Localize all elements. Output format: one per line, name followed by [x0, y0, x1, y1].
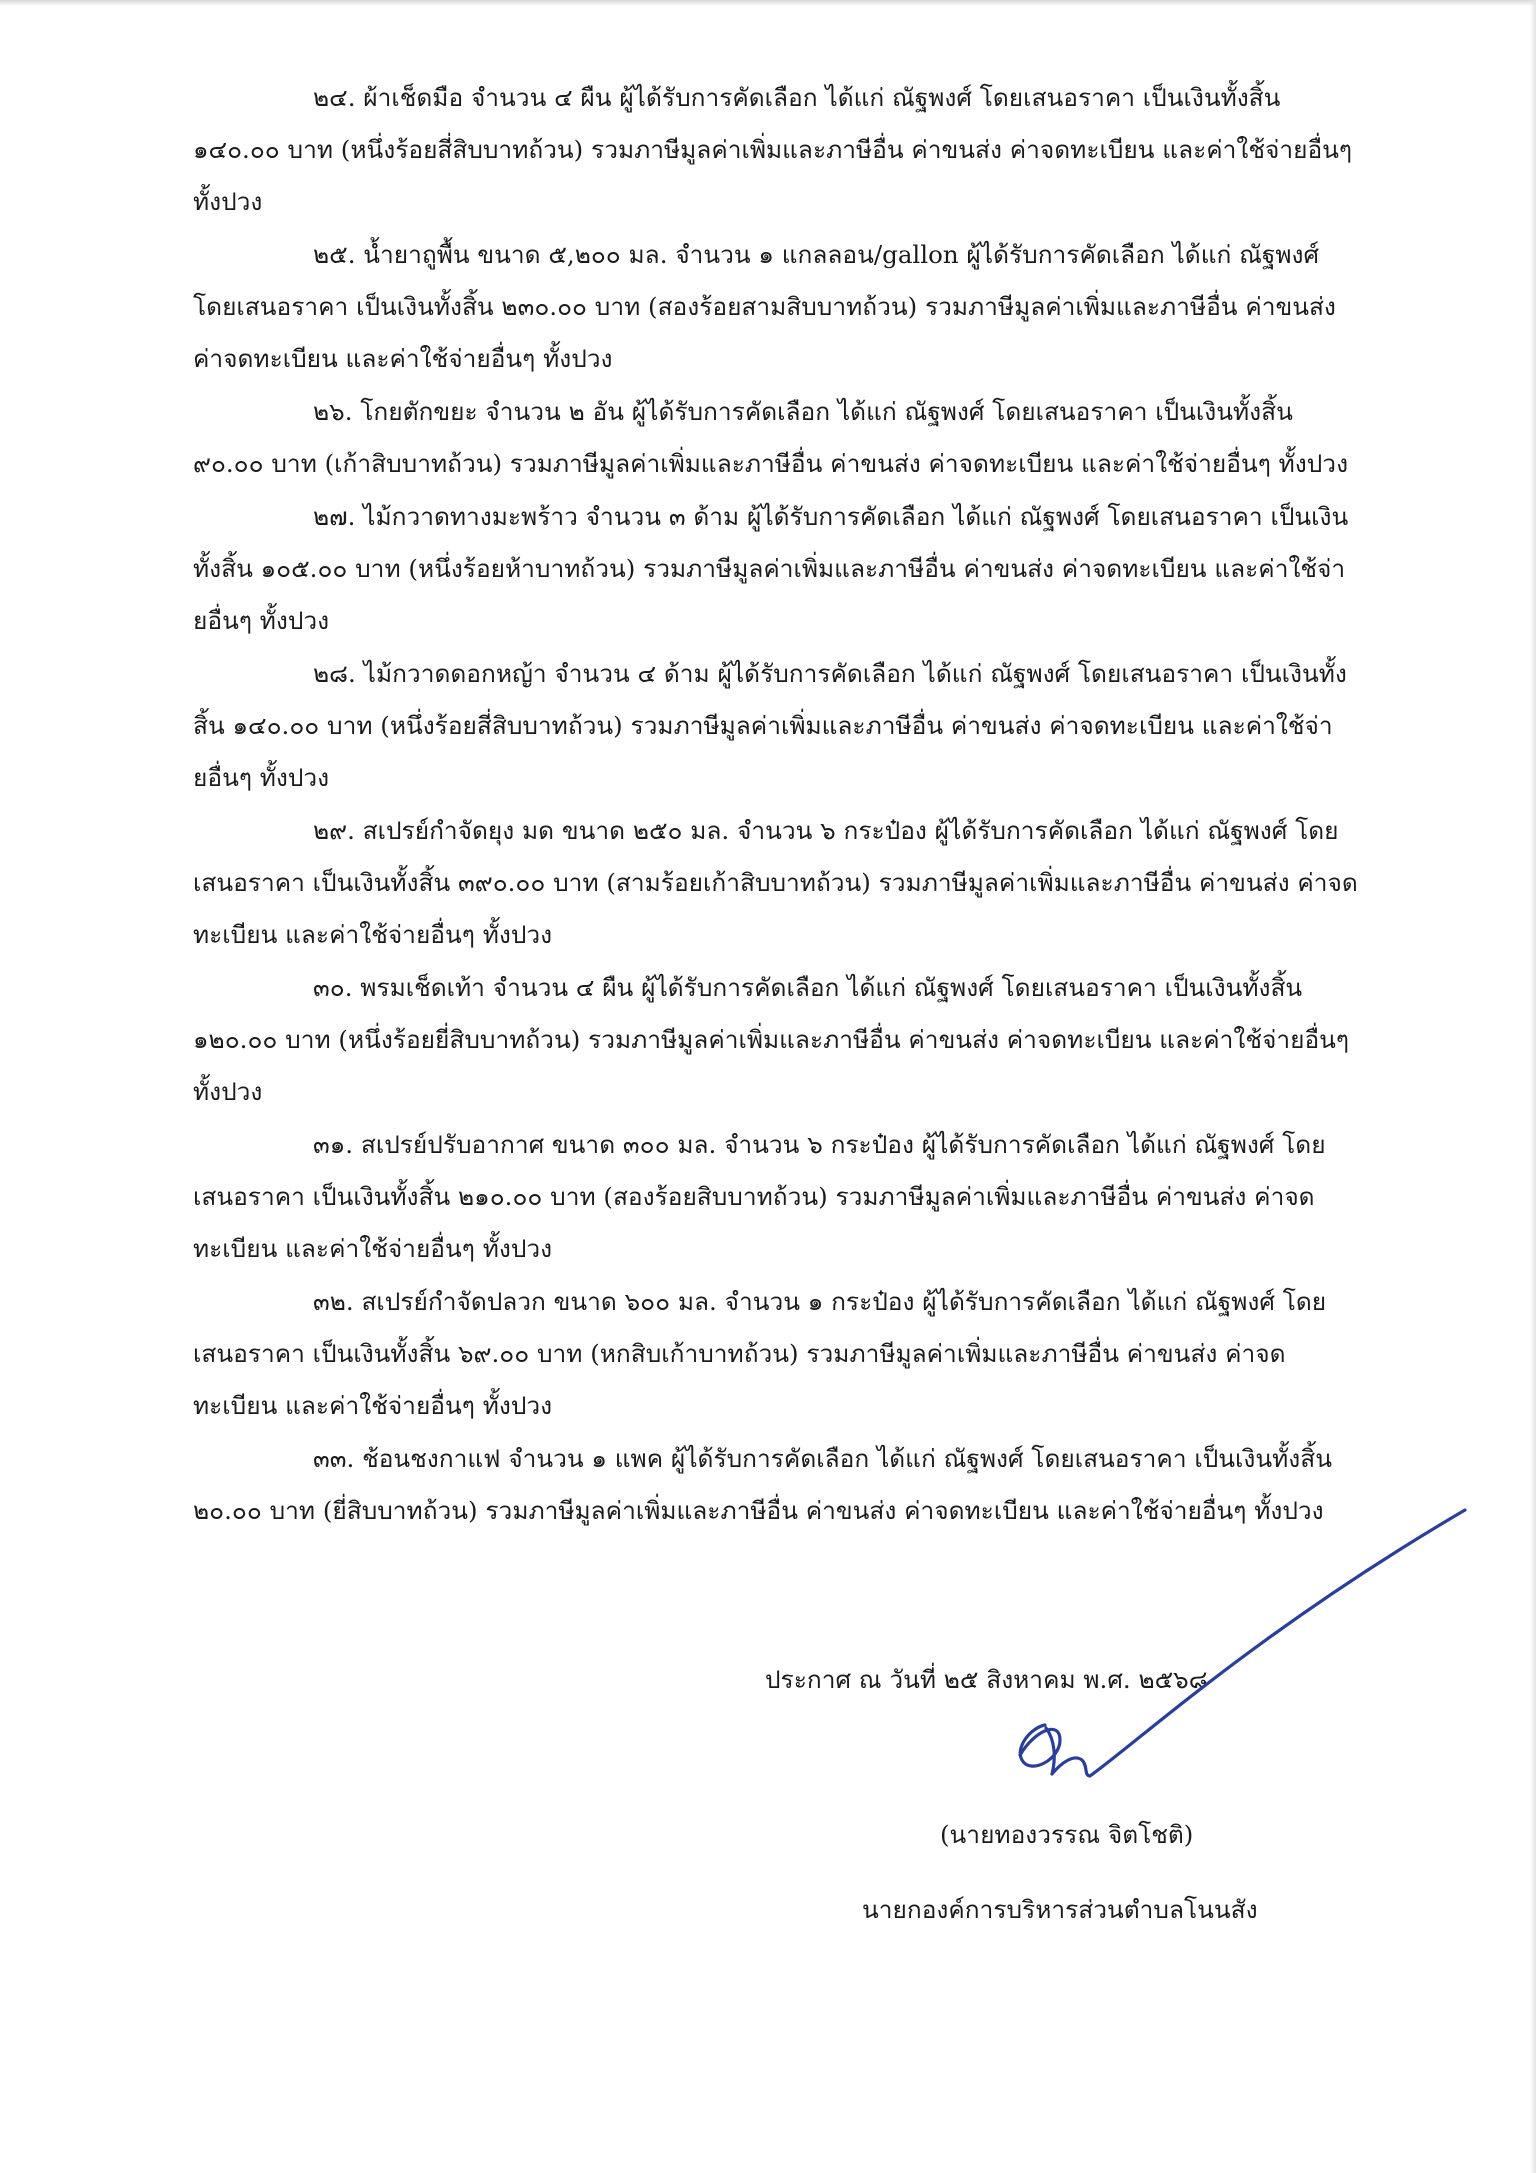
list-item-27: ๒๗. ไม้กวาดทางมะพร้าว จำนวน ๓ ด้าม ผู้ได้รับการคัดเลือก ได้แก่ ณัฐพงศ์ โดยเสนอราคา เป็นเงินทั้งสิ้น ๑๐๕.๐๐ บาท (หนึ่งร้อยห้าบาทถ้วน) รวมภาษีมูลค่าเพิ่มและภาษีอื่น ค่าขนส่ง ค่าจดทะเบียน และค่าใช้จ่ายอื่นๆ ทั้งปวง [193, 502, 1349, 635]
announcement-date: ประกาศ ณ วันที่ ๒๕ สิงหาคม พ.ศ. ๒๕๖๘ [765, 1665, 1208, 1694]
list-item-31: ๓๑. สเปรย์ปรับอากาศ ขนาด ๓๐๐ มล. จำนวน ๖ กระป๋อง ผู้ได้รับการคัดเลือก ได้แก่ ณัฐพงศ์ โดยเสนอราคา เป็นเงินทั้งสิ้น ๒๑๐.๐๐ บาท (สองร้อยสิบบาทถ้วน) รวมภาษีมูลค่าเพิ่มและภาษีอื่น ค่าขนส่ง ค่าจดทะเบียน และค่าใช้จ่ายอื่นๆ ทั้งปวง [193, 1130, 1326, 1263]
signer-title: นายกองค์การบริหารส่วนตำบลโนนสัง [862, 1895, 1258, 1924]
list-item-25: ๒๕. น้ำยาถูพื้น ขนาด ๕,๒๐๐ มล. จำนวน ๑ แกลลอน/gallon ผู้ได้รับการคัดเลือก ได้แก่ ณัฐพงศ์ โดยเสนอราคา เป็นเงินทั้งสิ้น ๒๓๐.๐๐ บาท (สองร้อยสามสิบบาทถ้วน) รวมภาษีมูลค่าเพิ่มและภาษีอื่น ค่าขนส่ง ค่าจดทะเบียน และค่าใช้จ่ายอื่นๆ ทั้งปวง [193, 240, 1336, 373]
list-item-33: ๓๓. ช้อนชงกาแฟ จำนวน ๑ แพค ผู้ได้รับการคัดเลือก ได้แก่ ณัฐพงศ์ โดยเสนอราคา เป็นเงินทั้งสิ้น ๒๐.๐๐ บาท (ยี่สิบบาทถ้วน) รวมภาษีมูลค่าเพิ่มและภาษีอื่น ค่าขนส่ง ค่าจดทะเบียน และค่าใช้จ่ายอื่นๆ ทั้งปวง [193, 1444, 1332, 1525]
list-item-24: ๒๔. ผ้าเช็ดมือ จำนวน ๔ ผืน ผู้ได้รับการคัดเลือก ได้แก่ ณัฐพงศ์ โดยเสนอราคา เป็นเงินทั้งสิ้น ๑๔๐.๐๐ บาท (หนึ่งร้อยสี่สิบบาทถ้วน) รวมภาษีมูลค่าเพิ่มและภาษีอื่น ค่าขนส่ง ค่าจดทะเบียน และค่าใช้จ่ายอื่นๆ ทั้งปวง [193, 83, 1353, 216]
list-item-26: ๒๖. โกยตักขยะ จำนวน ๒ อัน ผู้ได้รับการคัดเลือก ได้แก่ ณัฐพงศ์ โดยเสนอราคา เป็นเงินทั้งสิ้น ๙๐.๐๐ บาท (เก้าสิบบาทถ้วน) รวมภาษีมูลค่าเพิ่มและภาษีอื่น ค่าขนส่ง ค่าจดทะเบียน และค่าใช้จ่ายอื่นๆ ทั้งปวง [193, 397, 1349, 478]
list-item-28: ๒๘. ไม้กวาดดอกหญ้า จำนวน ๔ ด้าม ผู้ได้รับการคัดเลือก ได้แก่ ณัฐพงศ์ โดยเสนอราคา เป็นเงินทั้งสิ้น ๑๔๐.๐๐ บาท (หนึ่งร้อยสี่สิบบาทถ้วน) รวมภาษีมูลค่าเพิ่มและภาษีอื่น ค่าขนส่ง ค่าจดทะเบียน และค่าใช้จ่ายอื่นๆ ทั้งปวง [193, 659, 1347, 792]
list-item-32: ๓๒. สเปรย์กำจัดปลวก ขนาด ๖๐๐ มล. จำนวน ๑ กระป๋อง ผู้ได้รับการคัดเลือก ได้แก่ ณัฐพงศ์ โดยเสนอราคา เป็นเงินทั้งสิ้น ๖๙.๐๐ บาท (หกสิบเก้าบาทถ้วน) รวมภาษีมูลค่าเพิ่มและภาษีอื่น ค่าขนส่ง ค่าจดทะเบียน และค่าใช้จ่ายอื่นๆ ทั้งปวง [193, 1287, 1327, 1420]
item-list [193, 72, 1363, 1538]
list-item-30: ๓๐. พรมเช็ดเท้า จำนวน ๔ ผืน ผู้ได้รับการคัดเลือก ได้แก่ ณัฐพงศ์ โดยเสนอราคา เป็นเงินทั้งสิ้น ๑๒๐.๐๐ บาท (หนึ่งร้อยยี่สิบบาทถ้วน) รวมภาษีมูลค่าเพิ่มและภาษีอื่น ค่าขนส่ง ค่าจดทะเบียน และค่าใช้จ่ายอื่นๆ ทั้งปวง [193, 973, 1350, 1106]
list-item-29: ๒๙. สเปรย์กำจัดยุง มด ขนาด ๒๕๐ มล. จำนวน ๖ กระป๋อง ผู้ได้รับการคัดเลือก ได้แก่ ณัฐพงศ์ โดยเสนอราคา เป็นเงินทั้งสิ้น ๓๙๐.๐๐ บาท (สามร้อยเก้าสิบบาทถ้วน) รวมภาษีมูลค่าเพิ่มและภาษีอื่น ค่าขนส่ง ค่าจดทะเบียน และค่าใช้จ่ายอื่นๆ ทั้งปวง [193, 816, 1358, 949]
scan-edge-right [1530, 0, 1536, 2173]
signer-name: (นายทองวรรณ จิตโชติ) [940, 1820, 1194, 1849]
scan-edge-top [0, 0, 1536, 6]
handwritten-signature [1000, 1330, 1470, 1800]
